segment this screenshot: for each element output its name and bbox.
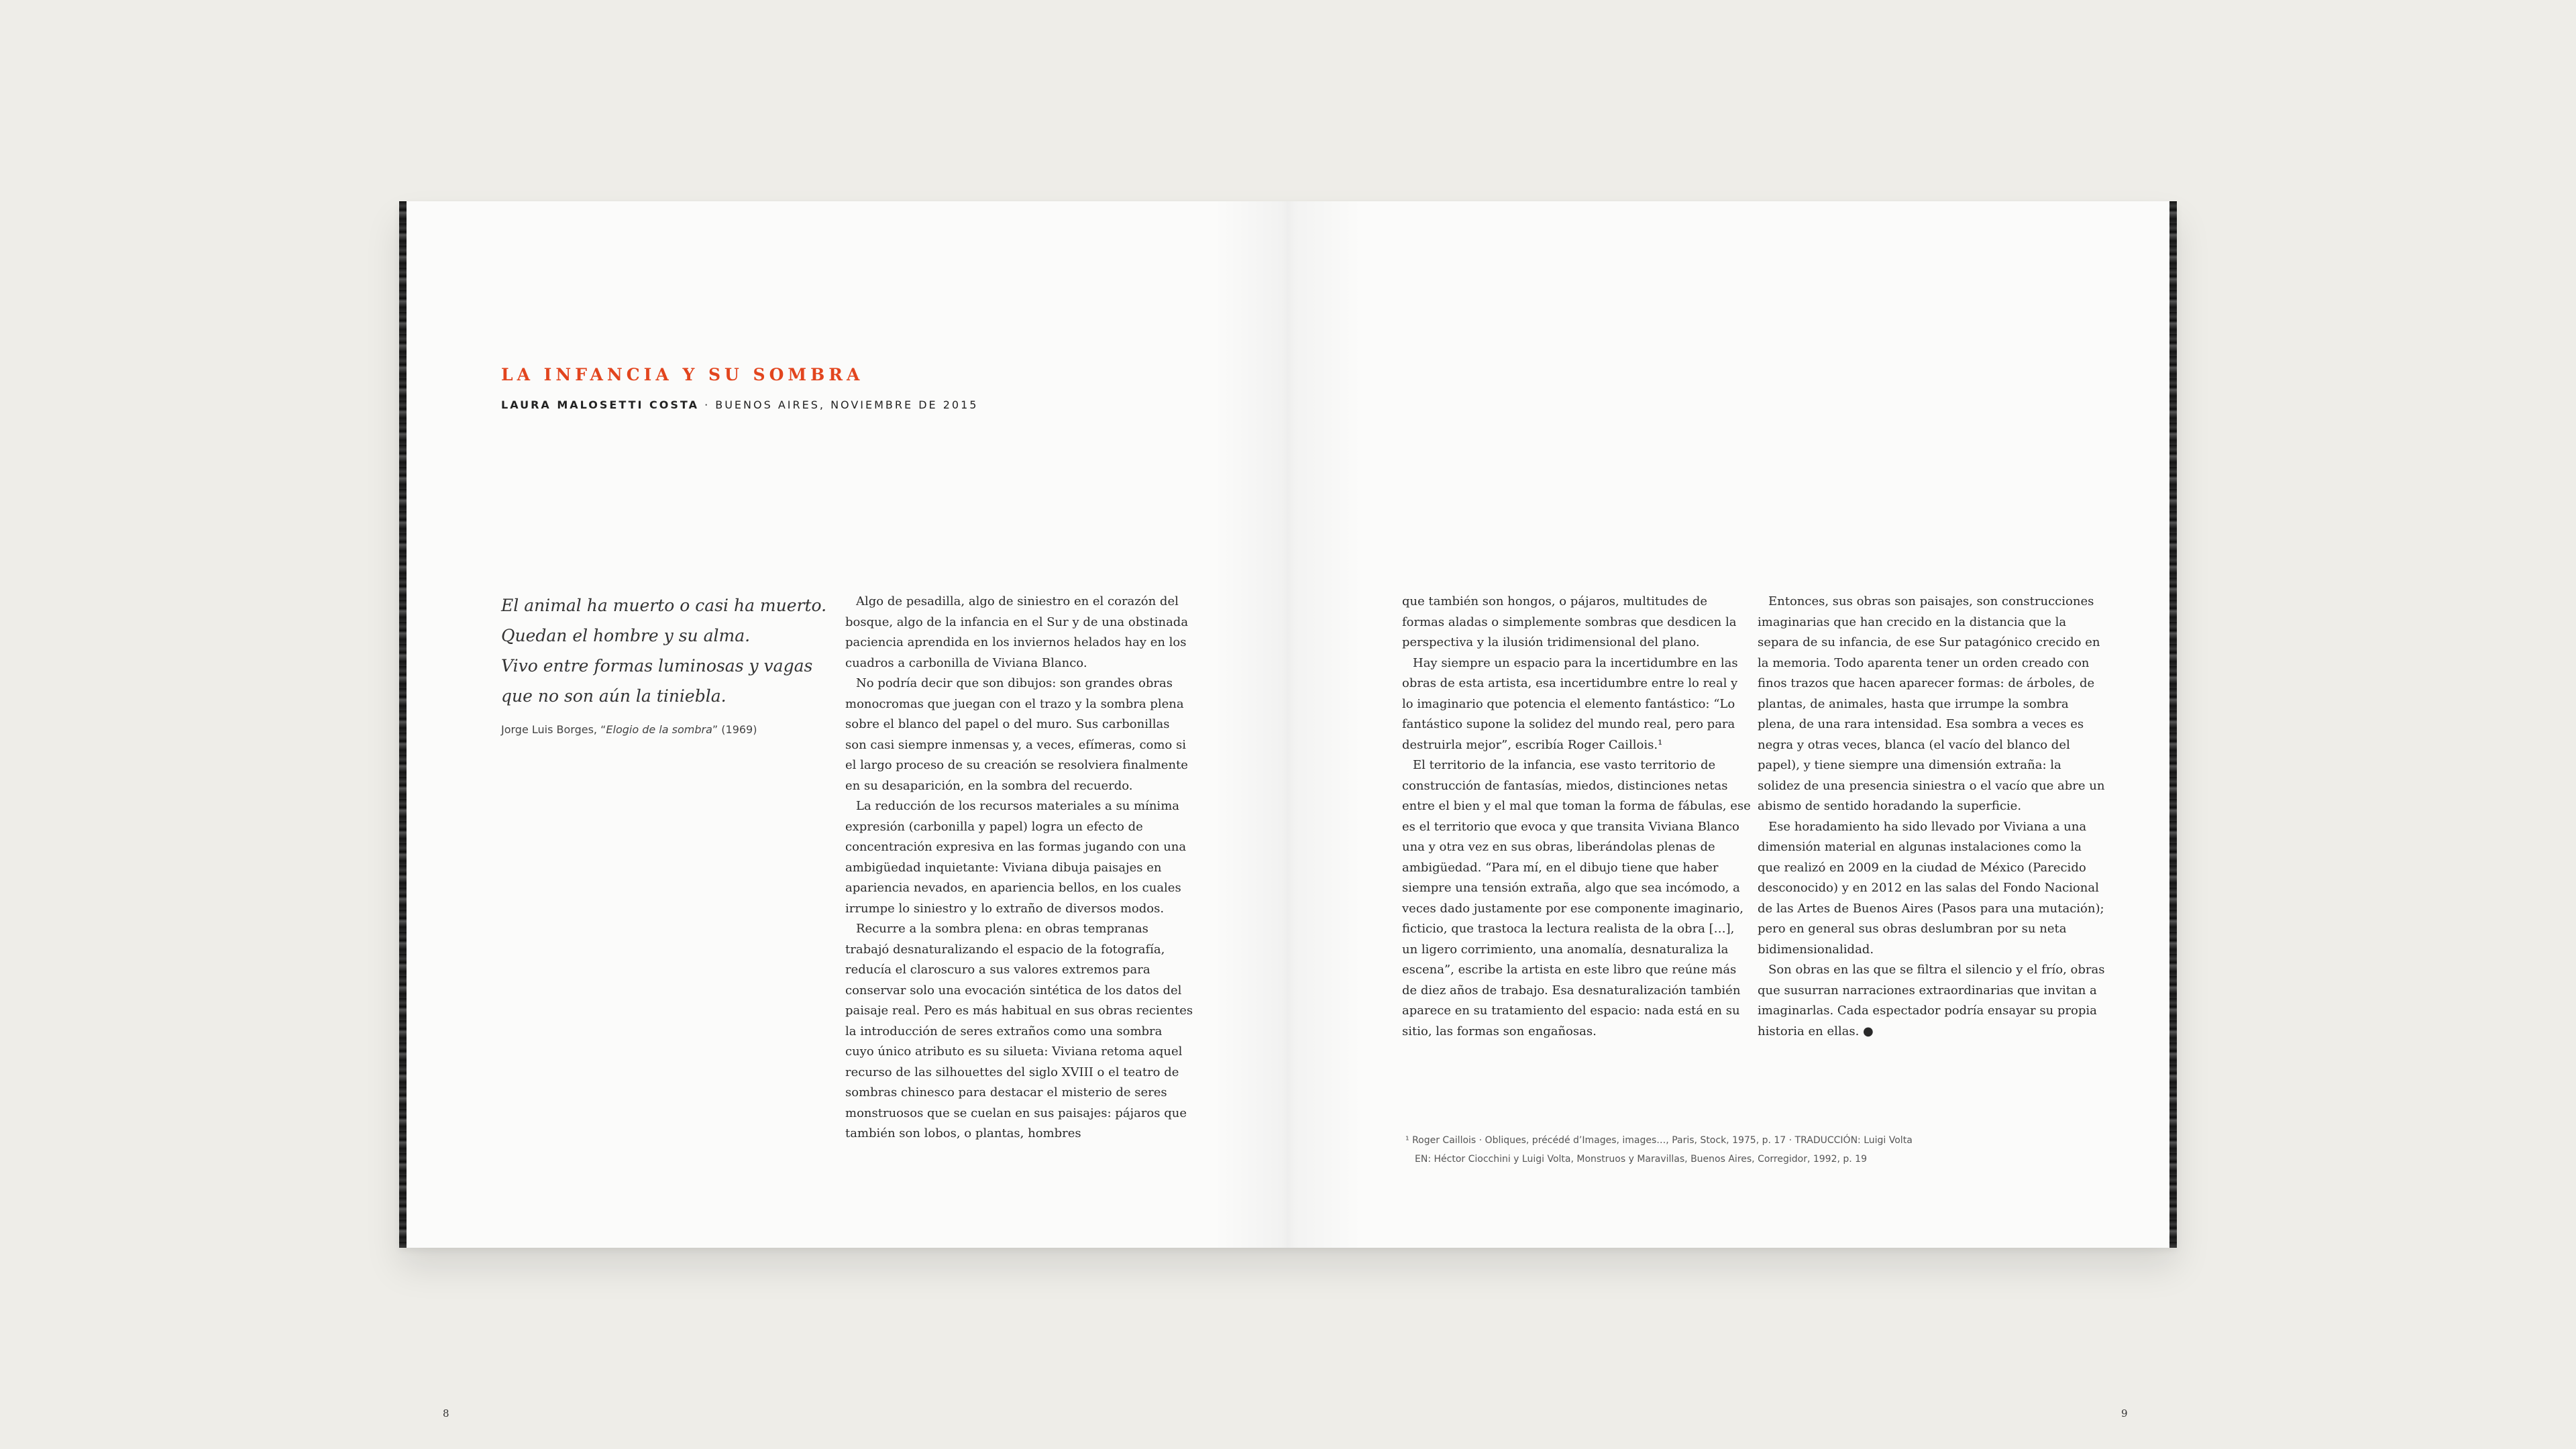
epigraph-line: Vivo entre formas luminosas y vagas — [501, 656, 813, 676]
paragraph: Ese horadamiento ha sido llevado por Viviana a una dimensión material en algunas instalaciones como la que realizó en 2009 en la ciudad de México (Parecido desconocido) y en 2012 en las salas del Fondo Nacional de las Artes de Buenos Aires (Pasos para una mutación); pero en general sus obras deslumbran por su neta bidimensionalidad. — [1758, 819, 2104, 957]
paragraph: que también son hongos, o pájaros, multitudes de formas aladas o simplemente sombras que desdicen la perspectiva y la ilusión tridimensional del plano. — [1402, 594, 1737, 649]
page-number-right: 9 — [2121, 1407, 2128, 1419]
right-page — [1288, 201, 2177, 1419]
book-spread — [399, 201, 2177, 1419]
footnote-line: EN: Héctor Ciocchini y Luigi Volta, Monstruos y Maravillas, Buenos Aires, Corregidor, 1992, p. 19 — [1415, 1154, 1867, 1165]
paragraph: Algo de pesadilla, algo de siniestro en el corazón del bosque, algo de la infancia en el Sur y de una obstinada paciencia aprendida en los inviernos helados hay en los cuadros a carbonilla de Viviana Blanco. — [845, 594, 1189, 670]
footnote — [1405, 1131, 1942, 1169]
paragraph: Son obras en las que se filtra el silencio y el frío, obras que susurran narraciones extraordinarias que invitan a imaginarlas. Cada espectador podría ensayar su propia historia en ellas. ● — [1758, 963, 2105, 1038]
paragraph: Recurre a la sombra plena: en obras tempranas trabajó desnaturalizando el espacio de la fotografía, reducía el claroscuro a sus valores extremos para conservar solo una evocación sintética de los datos del paisaje real. Pero es más habitual en sus obras recientes la introducción de seres extraños como una sombra cuyo único atributo es su silueta: Viviana retoma aquel recurso de las silhouettes del siglo XVIII o el teatro de sombras chinesco para destacar el misterio de seres monstruosos que se cuelan en sus paisajes: pájaros que también son lobos, o plantas, hombres — [845, 922, 1193, 1140]
paragraph: El territorio de la infancia, ese vasto territorio de construcción de fantasías, miedos, distinciones netas entre el bien y el mal que toman la forma de fábulas, ese es el territorio que evoca y que transita Viviana Blanco una y otra vez en sus obras, liberándolas plenas de ambigüedad. “Para mí, en el dibujo tiene que haber siempre una tensión extraña, algo que sea incómodo, a veces dado justamente por ese componente imaginario, ficticio, que trastoca la lectura realista de la obra […], un ligero corrimiento, una anomalía, desnaturaliza la escena”, escribe la artista en este libro que reúne más de diez años de trabajo. Esa desnaturalización también aparece en su tratamiento del espacio: nada está en su sitio, las formas son engañosas. — [1402, 758, 1751, 1038]
left-page — [399, 201, 1288, 1419]
citation-work: Elogio de la sombra — [606, 723, 712, 736]
footnote-line: ¹ Roger Caillois · Obliques, précédé d’Images, images…, Paris, Stock, 1975, p. 17 · TRADUCCIÓN: Luigi Volta — [1405, 1135, 1913, 1146]
article-title: LA INFANCIA Y SU SOMBRA — [501, 365, 864, 384]
epigraph-line: que no son aún la tiniebla. — [501, 686, 727, 706]
citation-author: Jorge Luis Borges, “ — [501, 723, 606, 736]
paragraph: No podría decir que son dibujos: son grandes obras monocromas que juegan con el trazo y la sombra plena sobre el blanco del papel o del muro. Sus carbonillas son casi siempre inmensas y, a veces, efímeras, como si el largo proceso de su creación se resolviera finalmente en su desaparición, en la sombra del recuerdo. — [845, 676, 1188, 793]
place-date: · BUENOS AIRES, NOVIEMBRE DE 2015 — [698, 398, 979, 411]
right-page-edge — [2169, 201, 2177, 1248]
body-column-2 — [1402, 592, 1751, 1042]
citation-year: ” (1969) — [712, 723, 757, 736]
page-number-left: 8 — [443, 1407, 449, 1419]
left-page-edge — [399, 201, 407, 1248]
paragraph: Entonces, sus obras son paisajes, son construcciones imaginarias que han crecido en la distancia que la separa de su infancia, de ese Sur patagónico crecido en la memoria. Todo aparenta tener un orden creado con finos trazos que hacen aparecer formas: de árboles, de plantas, de animales, hasta que irrumpe la sombra plena, de una rara intensidad. Esa sombra a veces es negra y otras veces, blanca (el vacío del blanco del papel), y tiene siempre una dimensión extraña: la solidez de una presencia siniestra o el vacío que abre un abismo de sentido horadando la superficie. — [1758, 594, 2105, 813]
paragraph: La reducción de los recursos materiales a su mínima expresión (carbonilla y papel) logra un efecto de concentración expresiva en las formas jugando con una ambigüedad inquietante: Viviana dibuja paisajes en apariencia nevados, en apariencia bellos, en los cuales irrumpe lo siniestro y lo extraño de diversos modos. — [845, 799, 1187, 916]
epigraph-citation — [501, 723, 816, 736]
author-name: LAURA MALOSETTI COSTA — [501, 398, 699, 411]
body-column-1 — [845, 592, 1194, 1144]
epigraph-line: El animal ha muerto o casi ha muerto. — [501, 596, 827, 615]
body-column-3 — [1758, 592, 2106, 1042]
epigraph — [501, 590, 827, 736]
paragraph: Hay siempre un espacio para la incertidumbre en las obras de esta artista, esa incertidumbre entre lo real y lo imaginario que potencia el elemento fantástico: “Lo fantástico supone la solidez del mundo real, pero para destruirla mejor”, escribía Roger Caillois.¹ — [1402, 655, 1738, 752]
epigraph-line: Quedan el hombre y su alma. — [501, 626, 751, 645]
byline — [501, 398, 978, 411]
